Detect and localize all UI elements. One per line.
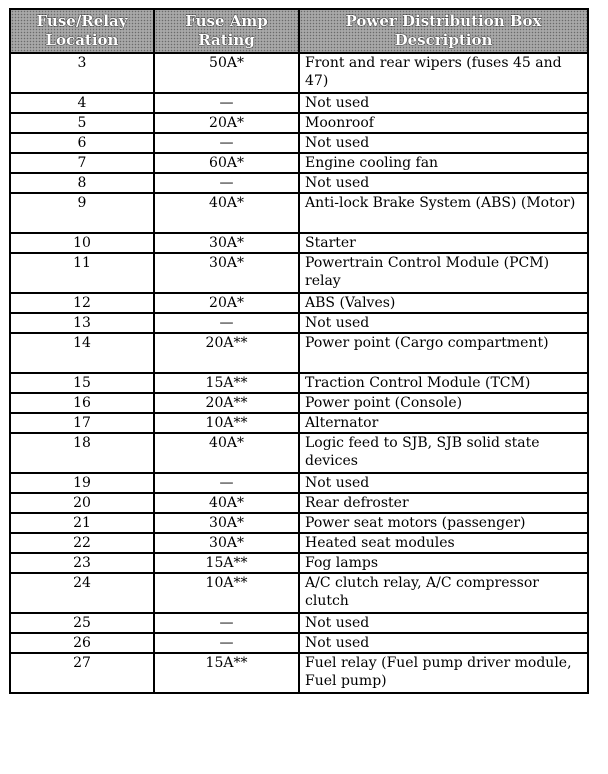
amp-rating-cell: 60A* (154, 153, 299, 173)
location-cell: 14 (10, 333, 154, 373)
location-cell: 11 (10, 253, 154, 293)
fuse-relay-table (9, 8, 589, 694)
location-cell: 26 (10, 633, 154, 653)
amp-rating-cell: — (154, 93, 299, 113)
location-cell: 19 (10, 473, 154, 493)
table-row (10, 433, 588, 473)
location-cell: 10 (10, 233, 154, 253)
description-cell: Power point (Cargo compartment) (299, 333, 588, 373)
description-cell: Starter (299, 233, 588, 253)
amp-rating-cell: — (154, 613, 299, 633)
amp-rating-cell: 40A* (154, 193, 299, 233)
amp-rating-cell: 40A* (154, 433, 299, 473)
description-cell: Not used (299, 613, 588, 633)
location-cell: 15 (10, 373, 154, 393)
table-row (10, 193, 588, 233)
description-cell: Not used (299, 93, 588, 113)
table-row (10, 633, 588, 653)
table-row (10, 493, 588, 513)
amp-rating-cell: 40A* (154, 493, 299, 513)
description-cell: Moonroof (299, 113, 588, 133)
header-description: Power Distribution Box Description (299, 9, 588, 53)
location-cell: 16 (10, 393, 154, 413)
description-cell: Heated seat modules (299, 533, 588, 553)
header-rating: Fuse Amp Rating (154, 9, 299, 53)
location-cell: 22 (10, 533, 154, 553)
location-cell: 27 (10, 653, 154, 693)
description-cell: Not used (299, 173, 588, 193)
table-row (10, 613, 588, 633)
amp-rating-cell: 15A** (154, 553, 299, 573)
description-cell: Not used (299, 473, 588, 493)
description-cell: Powertrain Control Module (PCM) relay (299, 253, 588, 293)
table-row (10, 133, 588, 153)
description-cell: ABS (Valves) (299, 293, 588, 313)
description-cell: Power point (Console) (299, 393, 588, 413)
amp-rating-cell: 10A** (154, 573, 299, 613)
description-cell: Power seat motors (passenger) (299, 513, 588, 533)
table-row (10, 473, 588, 493)
location-cell: 13 (10, 313, 154, 333)
location-cell: 3 (10, 53, 154, 93)
location-cell: 23 (10, 553, 154, 573)
header-row (10, 9, 588, 53)
table-row (10, 293, 588, 313)
table-body (10, 53, 588, 693)
amp-rating-cell: — (154, 133, 299, 153)
amp-rating-cell: 20A** (154, 393, 299, 413)
amp-rating-cell: 10A** (154, 413, 299, 433)
table-row (10, 93, 588, 113)
table-row (10, 153, 588, 173)
table-row (10, 333, 588, 373)
location-cell: 5 (10, 113, 154, 133)
description-cell: A/C clutch relay, A/C compressor clutch (299, 573, 588, 613)
amp-rating-cell: 30A* (154, 233, 299, 253)
description-cell: Alternator (299, 413, 588, 433)
amp-rating-cell: 20A** (154, 333, 299, 373)
description-cell: Front and rear wipers (fuses 45 and 47) (299, 53, 588, 93)
description-cell: Anti-lock Brake System (ABS) (Motor) (299, 193, 588, 233)
location-cell: 6 (10, 133, 154, 153)
amp-rating-cell: 15A** (154, 373, 299, 393)
table-row (10, 253, 588, 293)
table-row (10, 653, 588, 693)
amp-rating-cell: 20A* (154, 293, 299, 313)
amp-rating-cell: 15A** (154, 653, 299, 693)
header-location: Fuse/Relay Location (10, 9, 154, 53)
table-row (10, 413, 588, 433)
table-row (10, 533, 588, 553)
table-row (10, 313, 588, 333)
amp-rating-cell: — (154, 633, 299, 653)
table-row (10, 233, 588, 253)
description-cell: Not used (299, 313, 588, 333)
amp-rating-cell: 30A* (154, 253, 299, 293)
amp-rating-cell: 30A* (154, 533, 299, 553)
description-cell: Not used (299, 633, 588, 653)
amp-rating-cell: — (154, 173, 299, 193)
table-row (10, 373, 588, 393)
amp-rating-cell: 20A* (154, 113, 299, 133)
table-row (10, 553, 588, 573)
table-row (10, 53, 588, 93)
amp-rating-cell: 50A* (154, 53, 299, 93)
description-cell: Engine cooling fan (299, 153, 588, 173)
amp-rating-cell: — (154, 313, 299, 333)
location-cell: 12 (10, 293, 154, 313)
description-cell: Rear defroster (299, 493, 588, 513)
location-cell: 9 (10, 193, 154, 233)
table-row (10, 393, 588, 413)
location-cell: 20 (10, 493, 154, 513)
description-cell: Traction Control Module (TCM) (299, 373, 588, 393)
location-cell: 8 (10, 173, 154, 193)
table-row (10, 113, 588, 133)
description-cell: Fuel relay (Fuel pump driver module, Fuel pump) (299, 653, 588, 693)
description-cell: Logic feed to SJB, SJB solid state devices (299, 433, 588, 473)
table-row (10, 513, 588, 533)
location-cell: 17 (10, 413, 154, 433)
location-cell: 21 (10, 513, 154, 533)
amp-rating-cell: 30A* (154, 513, 299, 533)
table-row (10, 173, 588, 193)
description-cell: Not used (299, 133, 588, 153)
location-cell: 24 (10, 573, 154, 613)
amp-rating-cell: — (154, 473, 299, 493)
description-cell: Fog lamps (299, 553, 588, 573)
location-cell: 18 (10, 433, 154, 473)
location-cell: 4 (10, 93, 154, 113)
location-cell: 7 (10, 153, 154, 173)
table-row (10, 573, 588, 613)
location-cell: 25 (10, 613, 154, 633)
